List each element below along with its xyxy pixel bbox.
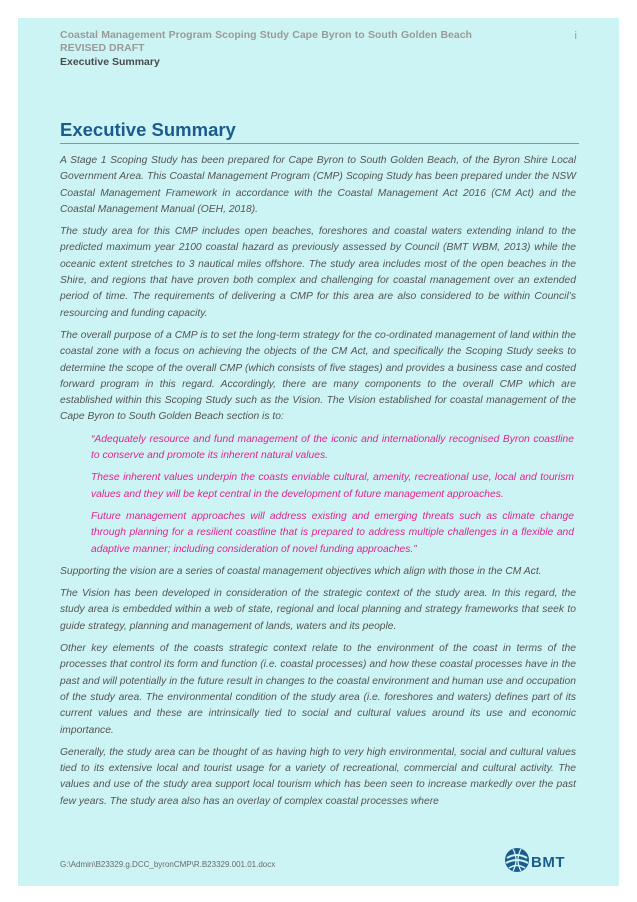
running-header (60, 29, 580, 69)
header-word: Golden (401, 29, 438, 41)
bmt-logo (501, 844, 571, 876)
section-title: Executive Summary (60, 118, 579, 144)
body-paragraph: The study area for this CMP includes open beaches, foreshores and coastal waters extending inland to the predicted maximum year 2100 coastal hazard as previously assessed by Council (BMT WBM, 2013) while the oceanic extent stretches to 3 nautical miles offshore. The study area includes most of the open beaches in the Shire, and regions that have proven both complex and challenging for coastal management over an extended period of time. The requirements of delivering a CMP for this area are also considered to be within Council’s resourcing and funding capacity. (60, 226, 576, 319)
document-page (18, 18, 619, 886)
header-word: Byron (321, 29, 352, 41)
header-word: Study (259, 29, 289, 41)
body-paragraph: Generally, the study area can be thought of as having high to very high environmental, social and cultural values tied to its extensive local and tourist usage for a variety of recreational, commercial and cultural activity. The values and use of the study area support local tourism which has been seen to increase markedly over the past few years. The study area also has an overlay of complex coastal processes where (60, 746, 576, 807)
header-word: Management (101, 29, 166, 41)
vision-paragraph: Future management approaches will address existing and emerging threats such as climate change through planning for a resilient coastline that is prepared to address multiple challenges in a flexible and adaptive manner; including consideration of novel funding approaches.” (91, 510, 574, 555)
header-word: Program (168, 29, 212, 41)
footer-file-path: G:\Admin\B23329.g.DCC_byronCMP\R.B23329.001.01.docx (60, 860, 276, 869)
header-word: Coastal (60, 29, 98, 41)
body-paragraph: Other key elements of the coasts strategic context relate to the environment of the coast in terms of the processes that control its form and function (i.e. coastal processes) and how these coastal processes have in the past and will potentially in the future result in changes to the coastal environment and human use and occupation of the study area. The environmental condition of the study area (i.e. foreshores and waters) defines part of its current values and these are intrinsically tied to social and cultural values around its use and economic importance. (60, 643, 576, 736)
header-word: Scoping (215, 29, 257, 41)
header-word: to (354, 29, 365, 41)
page-number: i (574, 30, 577, 42)
header-word: Beach (440, 29, 472, 41)
body-paragraph: Supporting the vision are a series of coastal management objectives which align with those in the CM Act. (60, 565, 542, 577)
header-word: South (367, 29, 398, 41)
vision-paragraph: “Adequately resource and fund management of the iconic and internationally recognised Byron coastline to conserve and promote its inherent natural values. (91, 433, 574, 462)
header-section-name: Executive Summary (60, 56, 160, 68)
header-word: Cape (292, 29, 318, 41)
body-paragraph: The Vision has been developed in consideration of the strategic context of the study area. In this regard, the study area is embedded within a web of state, regional and local planning and strategy frameworks that seek to guide strategy, planning and management of lands, waters and its people. (60, 588, 576, 632)
header-draft-status: REVISED DRAFT (60, 41, 145, 54)
body-paragraph: A Stage 1 Scoping Study has been prepared for Cape Byron to South Golden Beach, of the Byron Shire Local Government Area. This Coastal Management Program (CMP) Scoping Study has been prepared under the NSW Coastal Management Framework in accordance with the Coastal Management Act 2016 (CM Act) and the Coastal Management Manual (OEH, 2018). (60, 155, 576, 215)
bmt-globe-icon (501, 844, 533, 876)
logo-wordmark: BMT (531, 854, 565, 871)
header-document-title (60, 29, 472, 42)
body-content (60, 153, 576, 816)
body-paragraph: The overall purpose of a CMP is to set the long-term strategy for the co-ordinated management of land within the coastal zone with a focus on achieving the objects of the CM Act, and specifically the Scoping Study seeks to determine the scope of the overall CMP (which consists of five stages) and provides a business case and costed forward program in this regard. Accordingly, there are many components to the overall CMP which are established within this Scoping Study such as the Vision. The Vision established for coastal management of the Cape Byron to South Golden Beach section is to: (60, 329, 576, 423)
vision-paragraph: These inherent values underpin the coasts enviable cultural, amenity, recreational use, local and tourism values and they will be kept central in the development of future management approaches. (91, 472, 574, 500)
